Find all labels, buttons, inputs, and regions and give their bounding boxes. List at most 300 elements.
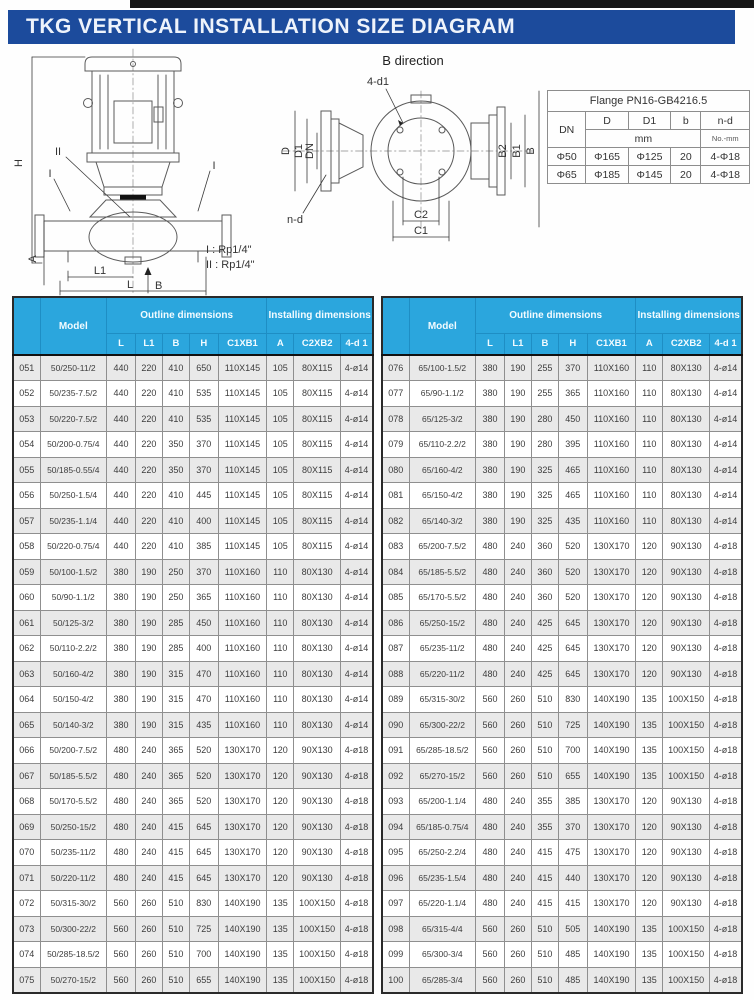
value-cell: 130X170 xyxy=(587,891,636,917)
model-cell: 50/270-15/2 xyxy=(40,967,107,993)
value-cell: 130X170 xyxy=(587,865,636,891)
value-cell: 725 xyxy=(189,916,218,942)
model-cell: 50/315-30/2 xyxy=(40,891,107,917)
row-number-cell: 061 xyxy=(13,610,40,636)
value-cell: 110X160 xyxy=(218,661,267,687)
value-cell: 4-ø18 xyxy=(341,942,373,968)
value-cell: 240 xyxy=(135,814,162,840)
row-number-cell: 079 xyxy=(382,432,409,458)
flange-table-box xyxy=(547,90,750,184)
value-cell: 560 xyxy=(476,942,505,968)
b-direction-view-drawing xyxy=(253,49,545,255)
value-cell: 190 xyxy=(135,559,162,585)
model-cell: 65/250-15/2 xyxy=(409,610,476,636)
value-cell: 370 xyxy=(558,814,587,840)
model-cell: 50/185-0.55/4 xyxy=(40,457,107,483)
model-cell: 65/150-4/2 xyxy=(409,483,476,509)
value-cell: 100X150 xyxy=(294,916,341,942)
value-cell: 140X190 xyxy=(587,687,636,713)
model-cell: 50/285-18.5/2 xyxy=(40,942,107,968)
diagram-area xyxy=(0,45,754,295)
value-cell: 360 xyxy=(531,559,558,585)
value-cell: 120 xyxy=(267,840,294,866)
value-cell: 465 xyxy=(558,483,587,509)
row-number-header xyxy=(13,297,40,355)
value-cell: 645 xyxy=(189,865,218,891)
value-cell: 105 xyxy=(267,483,294,509)
value-cell: 130X170 xyxy=(587,840,636,866)
model-cell: 50/90-1.1/2 xyxy=(40,585,107,611)
value-cell: 325 xyxy=(531,457,558,483)
value-cell: 4-ø18 xyxy=(710,763,742,789)
value-cell: 255 xyxy=(531,381,558,407)
table-row xyxy=(382,687,742,713)
row-number-cell: 085 xyxy=(382,585,409,611)
value-cell: 190 xyxy=(504,355,531,381)
value-cell: 135 xyxy=(267,891,294,917)
table-row xyxy=(13,891,373,917)
row-number-cell: 082 xyxy=(382,508,409,534)
value-cell: 480 xyxy=(476,610,505,636)
value-cell: 135 xyxy=(636,687,663,713)
value-cell: 365 xyxy=(162,763,189,789)
value-cell: 90X130 xyxy=(663,840,710,866)
outline-dimensions-header: Outline dimensions xyxy=(476,297,636,333)
row-number-cell: 083 xyxy=(382,534,409,560)
value-cell: 130X170 xyxy=(218,738,267,764)
port-ii-label: II xyxy=(54,146,62,158)
table-row xyxy=(13,763,373,789)
value-cell: 250 xyxy=(162,559,189,585)
value-cell: 110 xyxy=(636,508,663,534)
value-cell: 360 xyxy=(531,585,558,611)
value-cell: 80X130 xyxy=(663,508,710,534)
value-cell: 285 xyxy=(162,636,189,662)
value-cell: 645 xyxy=(558,661,587,687)
row-number-cell: 084 xyxy=(382,559,409,585)
value-cell: 4-ø14 xyxy=(710,457,742,483)
value-cell: 240 xyxy=(135,865,162,891)
value-cell: 120 xyxy=(636,610,663,636)
value-cell: 240 xyxy=(135,763,162,789)
value-cell: 240 xyxy=(504,610,531,636)
value-cell: 135 xyxy=(636,916,663,942)
model-cell: 50/220-11/2 xyxy=(40,865,107,891)
model-header: Model xyxy=(40,297,107,355)
value-cell: 110X160 xyxy=(587,406,636,432)
value-cell: 105 xyxy=(267,432,294,458)
value-cell: 120 xyxy=(636,534,663,560)
row-number-cell: 072 xyxy=(13,891,40,917)
value-cell: 120 xyxy=(636,585,663,611)
value-cell: 645 xyxy=(189,814,218,840)
model-cell: 65/125-3/2 xyxy=(409,406,476,432)
value-cell: 110X160 xyxy=(587,457,636,483)
value-cell: 4-ø14 xyxy=(341,636,373,662)
value-cell: 130X170 xyxy=(218,789,267,815)
value-cell: 90X130 xyxy=(663,585,710,611)
value-cell: 90X130 xyxy=(663,559,710,585)
page-title: TKG VERTICAL INSTALLATION SIZE DIAGRAM xyxy=(8,10,735,44)
value-cell: 560 xyxy=(476,687,505,713)
model-cell: 65/185-5.5/2 xyxy=(409,559,476,585)
value-cell: 365 xyxy=(162,738,189,764)
value-cell: 315 xyxy=(162,687,189,713)
value-cell: 260 xyxy=(504,942,531,968)
model-cell: 50/235-11/2 xyxy=(40,840,107,866)
value-cell: 130X170 xyxy=(218,763,267,789)
value-cell: 4-ø18 xyxy=(341,789,373,815)
value-cell: 480 xyxy=(476,865,505,891)
value-cell: 135 xyxy=(267,967,294,993)
value-cell: 450 xyxy=(189,610,218,636)
value-cell: 440 xyxy=(107,457,136,483)
value-cell: 90X130 xyxy=(663,661,710,687)
value-cell: 370 xyxy=(189,457,218,483)
col-header-b: B xyxy=(531,333,558,355)
value-cell: 260 xyxy=(135,891,162,917)
col-header-a: A xyxy=(267,333,294,355)
model-cell: 65/285-18.5/2 xyxy=(409,738,476,764)
value-cell: 380 xyxy=(107,712,136,738)
value-cell: 190 xyxy=(504,381,531,407)
value-cell: 140X190 xyxy=(587,967,636,993)
value-cell: 80X115 xyxy=(294,483,341,509)
value-cell: 110X160 xyxy=(218,712,267,738)
value-cell: 80X130 xyxy=(294,610,341,636)
row-number-cell: 059 xyxy=(13,559,40,585)
value-cell: 4-ø18 xyxy=(710,687,742,713)
value-cell: 470 xyxy=(189,661,218,687)
value-cell: 255 xyxy=(531,355,558,381)
table-row xyxy=(382,534,742,560)
row-number-cell: 097 xyxy=(382,891,409,917)
value-cell: 485 xyxy=(558,967,587,993)
col-header-4d1: 4-d 1 xyxy=(341,333,373,355)
value-cell: 260 xyxy=(504,738,531,764)
value-cell: 90X130 xyxy=(294,763,341,789)
table-row xyxy=(13,661,373,687)
nd-label: n-d xyxy=(287,214,303,226)
value-cell: 280 xyxy=(531,406,558,432)
value-cell: 350 xyxy=(162,457,189,483)
value-cell: Φ125 xyxy=(628,148,670,166)
row-number-cell: 052 xyxy=(13,381,40,407)
row-number-cell: 095 xyxy=(382,840,409,866)
dim-a-label: A xyxy=(27,255,39,263)
value-cell: 110X145 xyxy=(218,483,267,509)
table-row xyxy=(382,789,742,815)
value-cell: 90X130 xyxy=(663,865,710,891)
model-cell: 50/235-7.5/2 xyxy=(40,381,107,407)
table-row xyxy=(382,432,742,458)
table-row xyxy=(13,814,373,840)
value-cell: 520 xyxy=(558,585,587,611)
dim-d-label: D xyxy=(280,147,292,155)
table-row xyxy=(382,916,742,942)
table-row xyxy=(382,840,742,866)
value-cell: 560 xyxy=(107,891,136,917)
value-cell: 110X160 xyxy=(587,381,636,407)
table-row xyxy=(382,636,742,662)
value-cell: 510 xyxy=(531,712,558,738)
top-edge-strip xyxy=(130,0,754,8)
row-number-cell: 088 xyxy=(382,661,409,687)
table-row xyxy=(13,712,373,738)
value-cell: 560 xyxy=(107,916,136,942)
model-cell: 65/140-3/2 xyxy=(409,508,476,534)
col-header-l1: L1 xyxy=(504,333,531,355)
value-cell: 380 xyxy=(107,636,136,662)
dim-l-label: L xyxy=(126,279,134,291)
value-cell: 4-ø14 xyxy=(341,585,373,611)
table-row xyxy=(13,381,373,407)
value-cell: 100X150 xyxy=(294,891,341,917)
value-cell: 480 xyxy=(476,840,505,866)
value-cell: 120 xyxy=(636,661,663,687)
value-cell: 480 xyxy=(107,814,136,840)
row-number-cell: 074 xyxy=(13,942,40,968)
value-cell: 480 xyxy=(476,585,505,611)
value-cell: 4-ø14 xyxy=(710,406,742,432)
flange-unit-nd: No.-mm xyxy=(701,130,750,148)
value-cell: 520 xyxy=(558,534,587,560)
row-number-cell: 066 xyxy=(13,738,40,764)
dim-d1-label: D1 xyxy=(293,143,305,159)
value-cell: 90X130 xyxy=(663,534,710,560)
dim-b2-label: B2 xyxy=(497,144,509,158)
model-cell: 50/300-22/2 xyxy=(40,916,107,942)
value-cell: 425 xyxy=(531,636,558,662)
value-cell: 90X130 xyxy=(663,891,710,917)
dimension-table-left xyxy=(12,296,374,994)
value-cell: 350 xyxy=(162,432,189,458)
model-cell: 65/270-15/2 xyxy=(409,763,476,789)
value-cell: 130X170 xyxy=(218,814,267,840)
table-row xyxy=(382,559,742,585)
value-cell: 415 xyxy=(558,891,587,917)
value-cell: 4-ø14 xyxy=(341,661,373,687)
value-cell: 4-ø18 xyxy=(341,967,373,993)
table-row xyxy=(13,534,373,560)
value-cell: 645 xyxy=(558,610,587,636)
col-header-l1: L1 xyxy=(135,333,162,355)
dim-b-right-label: B xyxy=(525,147,537,155)
value-cell: 470 xyxy=(189,687,218,713)
value-cell: 365 xyxy=(189,585,218,611)
model-cell: 65/100-1.5/2 xyxy=(409,355,476,381)
value-cell: 190 xyxy=(135,585,162,611)
row-number-cell: 062 xyxy=(13,636,40,662)
value-cell: 4-ø18 xyxy=(710,738,742,764)
value-cell: 80X115 xyxy=(294,381,341,407)
value-cell: 110X145 xyxy=(218,381,267,407)
model-cell: 50/170-5.5/2 xyxy=(40,789,107,815)
value-cell: 560 xyxy=(476,763,505,789)
value-cell: 520 xyxy=(189,763,218,789)
model-cell: 65/285-3/4 xyxy=(409,967,476,993)
port-thread-notes xyxy=(206,243,255,273)
table-row xyxy=(382,942,742,968)
model-cell: 65/315-4/4 xyxy=(409,916,476,942)
value-cell: 450 xyxy=(558,406,587,432)
value-cell: 90X130 xyxy=(663,789,710,815)
value-cell: 90X130 xyxy=(294,840,341,866)
value-cell: 260 xyxy=(135,916,162,942)
value-cell: 385 xyxy=(189,534,218,560)
value-cell: 240 xyxy=(135,738,162,764)
value-cell: 485 xyxy=(558,942,587,968)
value-cell: 830 xyxy=(189,891,218,917)
value-cell: 655 xyxy=(558,763,587,789)
model-cell: 65/300-22/2 xyxy=(409,712,476,738)
model-cell: 50/185-5.5/2 xyxy=(40,763,107,789)
value-cell: 100X150 xyxy=(294,942,341,968)
table-row xyxy=(382,483,742,509)
row-number-cell: 064 xyxy=(13,687,40,713)
flange-col-nd: n-d xyxy=(701,112,750,130)
value-cell: 315 xyxy=(162,712,189,738)
value-cell: 410 xyxy=(162,483,189,509)
row-number-cell: 063 xyxy=(13,661,40,687)
value-cell: 260 xyxy=(135,967,162,993)
value-cell: 480 xyxy=(476,534,505,560)
value-cell: 480 xyxy=(476,636,505,662)
table-row xyxy=(382,406,742,432)
dimension-tables xyxy=(12,296,743,994)
value-cell: 240 xyxy=(504,865,531,891)
value-cell: 380 xyxy=(476,508,505,534)
value-cell: 120 xyxy=(267,738,294,764)
dimension-table-right xyxy=(381,296,743,994)
table-row xyxy=(13,483,373,509)
value-cell: 4-ø14 xyxy=(341,508,373,534)
value-cell: 440 xyxy=(107,508,136,534)
value-cell: 80X130 xyxy=(663,432,710,458)
value-cell: 4-ø18 xyxy=(341,865,373,891)
value-cell: 240 xyxy=(504,661,531,687)
row-number-cell: Φ50 xyxy=(548,148,586,166)
flange-col-b: b xyxy=(671,112,701,130)
model-cell: 65/235-11/2 xyxy=(409,636,476,662)
value-cell: 645 xyxy=(558,636,587,662)
value-cell: 440 xyxy=(107,355,136,381)
col-header-l: L xyxy=(107,333,136,355)
value-cell: 130X170 xyxy=(218,840,267,866)
value-cell: 110 xyxy=(267,559,294,585)
value-cell: 130X170 xyxy=(587,636,636,662)
value-cell: 80X130 xyxy=(294,636,341,662)
value-cell: 510 xyxy=(531,687,558,713)
value-cell: 100X150 xyxy=(663,687,710,713)
value-cell: 440 xyxy=(107,483,136,509)
table-row xyxy=(13,355,373,381)
value-cell: 220 xyxy=(135,406,162,432)
model-cell: 50/150-4/2 xyxy=(40,687,107,713)
table-row xyxy=(13,789,373,815)
value-cell: 80X130 xyxy=(663,483,710,509)
value-cell: 415 xyxy=(162,840,189,866)
value-cell: 560 xyxy=(476,712,505,738)
table-row xyxy=(382,712,742,738)
value-cell: 4-ø18 xyxy=(710,916,742,942)
value-cell: 560 xyxy=(476,738,505,764)
value-cell: 190 xyxy=(135,636,162,662)
table-row xyxy=(13,457,373,483)
value-cell: 4-ø18 xyxy=(341,814,373,840)
model-cell: 65/90-1.1/2 xyxy=(409,381,476,407)
model-cell: 65/185-0.75/4 xyxy=(409,814,476,840)
value-cell: 190 xyxy=(135,661,162,687)
model-cell: 50/125-3/2 xyxy=(40,610,107,636)
table-row xyxy=(13,942,373,968)
value-cell: 4-ø18 xyxy=(710,585,742,611)
value-cell: 4-ø18 xyxy=(341,763,373,789)
value-cell: 190 xyxy=(135,687,162,713)
value-cell: 505 xyxy=(558,916,587,942)
value-cell: 140X190 xyxy=(218,967,267,993)
row-number-cell: 087 xyxy=(382,636,409,662)
value-cell: 220 xyxy=(135,457,162,483)
table-row xyxy=(13,636,373,662)
value-cell: 425 xyxy=(531,661,558,687)
value-cell: 110 xyxy=(636,457,663,483)
value-cell: 410 xyxy=(162,534,189,560)
value-cell: 480 xyxy=(476,789,505,815)
model-cell: 50/100-1.5/2 xyxy=(40,559,107,585)
row-number-cell: 075 xyxy=(13,967,40,993)
value-cell: 90X130 xyxy=(294,738,341,764)
col-header-c1xb1: C1XB1 xyxy=(218,333,267,355)
value-cell: 480 xyxy=(476,814,505,840)
value-cell: 4-ø18 xyxy=(341,916,373,942)
value-cell: 135 xyxy=(267,942,294,968)
model-cell: 50/200-7.5/2 xyxy=(40,738,107,764)
table-row xyxy=(382,585,742,611)
value-cell: 240 xyxy=(504,789,531,815)
value-cell: 100X150 xyxy=(663,916,710,942)
value-cell: 415 xyxy=(162,814,189,840)
dim-c2-label: C2 xyxy=(413,209,429,221)
table-row xyxy=(13,687,373,713)
row-number-cell: 078 xyxy=(382,406,409,432)
value-cell: 190 xyxy=(504,432,531,458)
value-cell: 80X130 xyxy=(663,381,710,407)
table-row xyxy=(382,508,742,534)
row-number-header xyxy=(382,297,409,355)
value-cell: 110X145 xyxy=(218,508,267,534)
value-cell: 110X145 xyxy=(218,406,267,432)
value-cell: 80X115 xyxy=(294,432,341,458)
value-cell: 100X150 xyxy=(663,763,710,789)
value-cell: 105 xyxy=(267,457,294,483)
row-number-cell: 096 xyxy=(382,865,409,891)
value-cell: 110 xyxy=(267,712,294,738)
value-cell: 130X170 xyxy=(587,610,636,636)
model-cell: 50/140-3/2 xyxy=(40,712,107,738)
table-row xyxy=(382,738,742,764)
table-row xyxy=(13,559,373,585)
value-cell: 120 xyxy=(636,891,663,917)
port-i-left-label: I xyxy=(48,168,52,180)
value-cell: 140X190 xyxy=(587,763,636,789)
value-cell: 220 xyxy=(135,355,162,381)
value-cell: 100X150 xyxy=(663,738,710,764)
dim-dn-label: DN xyxy=(304,143,316,159)
table-row xyxy=(382,891,742,917)
model-cell: Φ165 xyxy=(586,148,628,166)
table-row xyxy=(382,967,742,993)
